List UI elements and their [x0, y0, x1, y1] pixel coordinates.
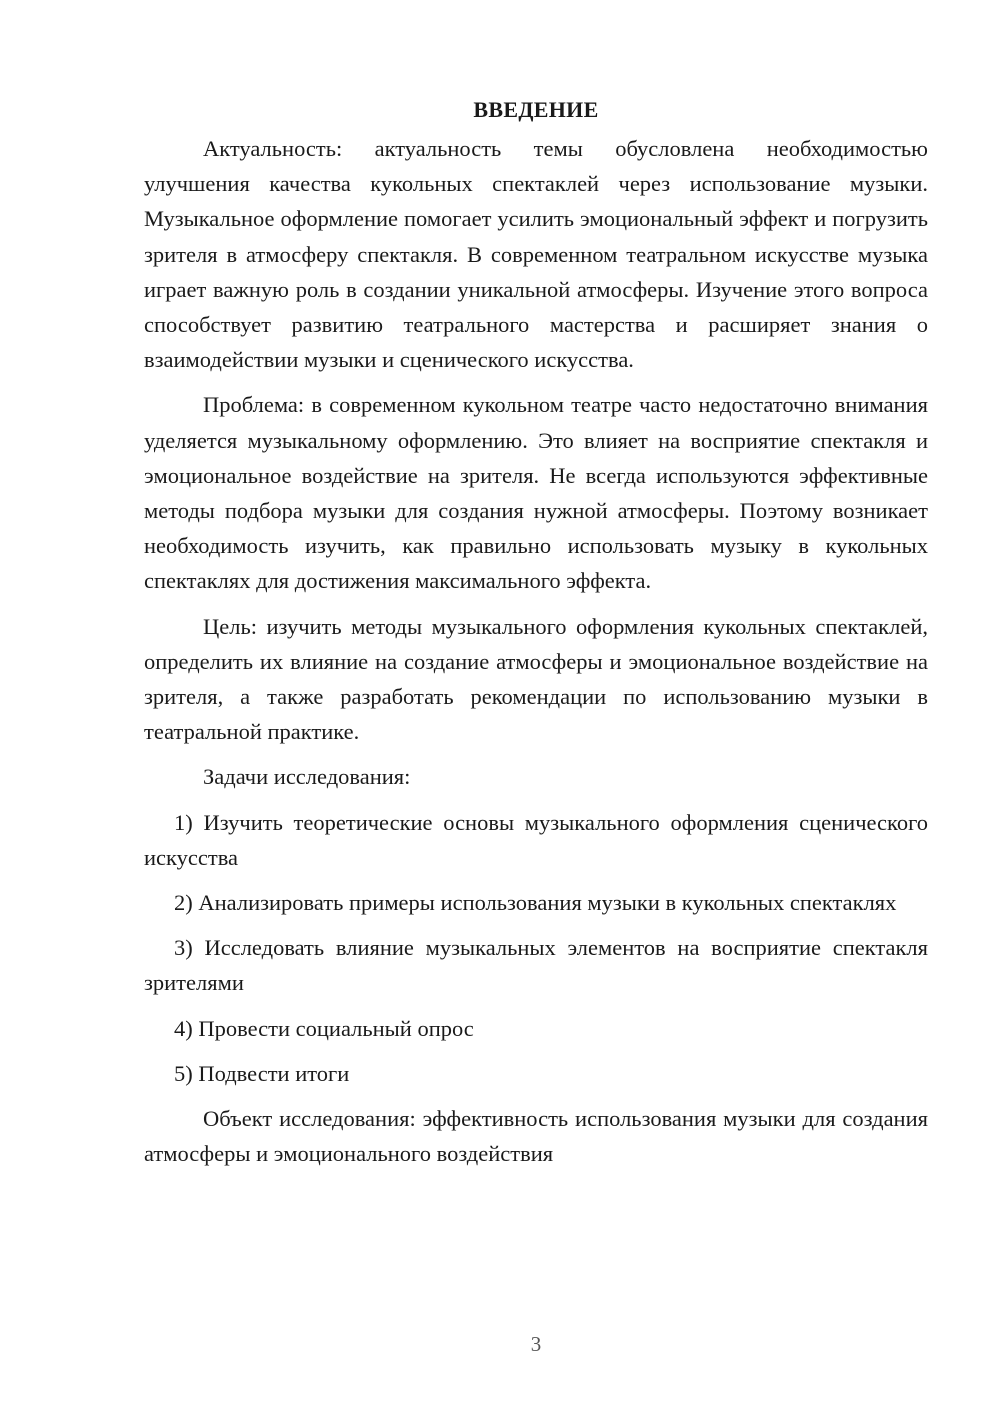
paragraph-relevance: Актуальность: актуальность темы обусловлена необходимостью улучшения качества кукольных спектаклей через использование музыки. Музыкальное оформление помогает усилить эмоциональный эффект и погрузить зрителя в атмосферу спектакля. В современном театральном искусстве музыка играет важную роль в создании уникальной атмосферы. Изучение этого вопроса способствует развитию театрального мастерства и расширяет знания о взаимодействии музыки и сценического искусства.	[144, 136, 928, 373]
paragraph-object: Объект исследования: эффективность использования музыки для создания атмосферы и эмоционального воздействия	[144, 1106, 928, 1167]
list-item-task-3: 3) Исследовать влияние музыкальных элементов на восприятие спектакля зрителями	[144, 935, 928, 996]
page-content	[144, 92, 928, 1181]
list-item-task-5: 5) Подвести итоги	[174, 1060, 350, 1086]
page-title: ВВЕДЕНИЕ	[473, 97, 599, 122]
paragraph-goal: Цель: изучить методы музыкального оформления кукольных спектаклей, определить их влияние на создание атмосферы и эмоциональное воздействие на зрителя, а также разработать рекомендации по использованию музыки в театральной практике.	[144, 613, 928, 745]
paragraph-problem: Проблема: в современном кукольном театре часто недостаточно внимания уделяется музыкальному оформлению. Это влияет на восприятие спектакля и эмоциональное воздействие на зрителя. Не всегда используются эффективные методы подбора музыки для создания нужной атмосферы. Поэтому возникает необходимость изучить, как правильно использовать музыку в кукольных спектаклях для достижения максимального эффекта.	[144, 392, 928, 594]
list-item-task-2: 2) Анализировать примеры использования музыки в кукольных спектаклях	[174, 890, 897, 916]
list-item-task-4: 4) Провести социальный опрос	[174, 1015, 474, 1041]
page-number: 3	[530, 1332, 542, 1356]
tasks-heading: Задачи исследования:	[203, 764, 411, 790]
list-item-task-1: 1) Изучить теоретические основы музыкального оформления сценического искусства	[144, 809, 928, 870]
